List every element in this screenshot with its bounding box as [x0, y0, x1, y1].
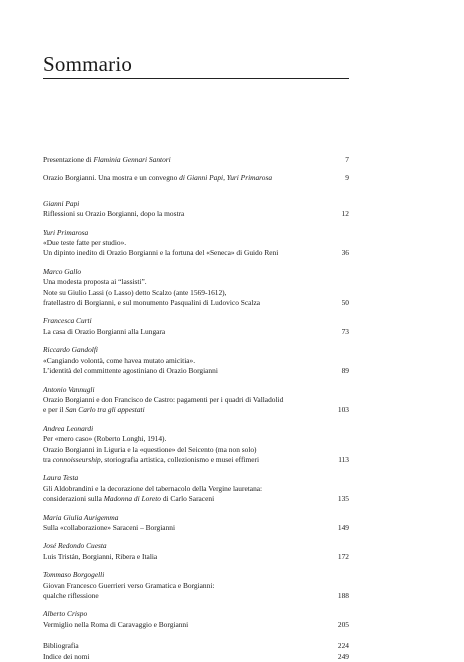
entry-spacer	[43, 220, 349, 228]
toc-entry[interactable]	[43, 541, 349, 562]
toc-entry-title-line: L’identità del committente agostiniano di Orazio Borgianni	[43, 366, 218, 376]
toc-entry-page-number: 172	[337, 551, 349, 561]
toc-entry-title-line: Vermiglio nella Roma di Caravaggio e Borgianni	[43, 619, 189, 629]
toc-entry-page-number: 205	[337, 619, 349, 629]
toc-entry-page-number: 50	[341, 298, 349, 308]
entry-spacer	[43, 562, 349, 570]
toc-entry-title-line: Orazio Borgianni in Liguria e la «questione» del Seicento (ma non solo)	[43, 444, 257, 454]
entry-spacer	[43, 505, 349, 513]
entry-spacer	[43, 630, 349, 641]
entry-spacer	[43, 377, 349, 385]
toc-entry-page-number: 103	[337, 405, 349, 415]
toc-entry-page-number: 113	[338, 454, 349, 464]
toc-entry-title-line: Indice dei nomi	[43, 651, 90, 661]
toc-entry[interactable]	[43, 267, 349, 309]
toc-entry-title-line: Orazio Borgianni e don Francisco de Castro: pagamenti per i quadri di Valladolid	[43, 394, 284, 404]
toc-entry[interactable]	[43, 155, 349, 165]
entry-spacer	[43, 533, 349, 541]
toc-entry-page-number: 7	[345, 155, 349, 164]
entry-spacer	[43, 165, 349, 173]
toc-entry-title-line: e per il San Carlo tra gli appestati	[43, 405, 145, 415]
toc-entry-title-line: «Cangiando volontà, come havea mutato amicitia».	[43, 355, 196, 365]
entry-spacer	[43, 416, 349, 424]
toc-entry[interactable]	[43, 385, 349, 416]
toc-entry-page-number: 188	[337, 591, 349, 600]
toc-entry-page-number: 224	[337, 641, 349, 651]
toc-entry-title-line: Luis Tristán, Borgianni, Ribera e Italia	[43, 551, 158, 561]
toc-entry-title-line: Presentazione di Flaminia Gennari Santori	[43, 155, 171, 164]
toc-entry-author: Laura Testa	[43, 473, 79, 483]
toc-entry[interactable]	[43, 316, 349, 337]
toc-entry-page-number: 12	[341, 209, 349, 219]
toc-entry-author: Tommaso Borgogelli	[43, 570, 105, 580]
title-rule	[43, 78, 349, 79]
toc-entry[interactable]	[43, 513, 349, 534]
toc-entry[interactable]	[43, 228, 349, 259]
toc-entry-title-line: Bibliografia	[43, 641, 79, 651]
toc-entry-title-line: Riflessioni su Orazio Borgianni, dopo la mostra	[43, 209, 185, 219]
entry-spacer	[43, 601, 349, 609]
toc-entry[interactable]	[43, 424, 349, 466]
toc-entry-author: Riccardo Gandolfi	[43, 345, 98, 355]
toc-entry[interactable]	[43, 199, 349, 220]
toc-entry-author: Marco Gallo	[43, 266, 82, 276]
toc-entry-title-line: Giovan Francesco Guerrieri verso Gramatica e Borgianni:	[43, 580, 215, 590]
toc-entry-title-line: Una modesta proposta ai “lassisti”.	[43, 277, 147, 287]
toc-entry[interactable]	[43, 345, 349, 376]
toc-entry-page-number: 73	[341, 326, 349, 336]
toc-entry-author: Francesca Curti	[43, 316, 92, 326]
toc-entry[interactable]	[43, 173, 349, 183]
toc-entry[interactable]	[43, 570, 349, 601]
toc-entry-page-number: 249	[337, 651, 349, 661]
entry-spacer	[43, 308, 349, 316]
toc-entry-page-number: 149	[337, 522, 349, 532]
toc-entry[interactable]	[43, 652, 349, 662]
toc-entry-title-line: «Due teste fatte per studio».	[43, 238, 127, 248]
toc-entry-page-number: 135	[337, 494, 349, 504]
entry-spacer	[43, 465, 349, 473]
toc-entry[interactable]	[43, 641, 349, 651]
toc-entry-page-number: 89	[341, 366, 349, 376]
toc-entry-title-line: considerazioni sulla Madonna di Loreto di Carlo Saraceni	[43, 494, 215, 504]
toc-entry-author: Antonio Vannugli	[43, 384, 95, 394]
toc-entry-page-number: 9	[345, 173, 349, 183]
toc-entry-title-line: Orazio Borgianni. Una mostra e un convegno di Gianni Papi, Yuri Primarosa	[43, 173, 273, 183]
toc-entry-page-number: 36	[341, 248, 349, 258]
toc-entry-title-line: Note su Giulio Lassi (o Lasso) detto Scalzo (ante 1569-1612),	[43, 287, 227, 297]
toc-entry-title-line: qualche riflessione	[43, 591, 99, 600]
toc-entry-author: Alberto Crispo	[43, 609, 88, 619]
toc-entry-title-line: La casa di Orazio Borgianni alla Lungara	[43, 326, 166, 336]
toc-entry-title-line: Per «mero caso» (Roberto Longhi, 1914).	[43, 434, 167, 444]
entry-spacer	[43, 337, 349, 345]
toc-entry-author: Maria Giulia Aurigemma	[43, 512, 119, 522]
toc-entry[interactable]	[43, 473, 349, 504]
table-of-contents	[43, 155, 349, 662]
entry-spacer	[43, 184, 349, 199]
toc-entry-title-line: Un dipinto inedito di Orazio Borgianni e la fortuna del «Seneca» di Guido Reni	[43, 248, 279, 258]
page-title: Sommario	[43, 52, 133, 76]
toc-entry-author: Gianni Papi	[43, 198, 80, 208]
toc-entry-author: Yuri Primarosa	[43, 227, 89, 237]
entry-spacer	[43, 259, 349, 267]
toc-entry-author: Andrea Leonardi	[43, 423, 94, 433]
toc-entry-title-line: Sulla «collaborazione» Saraceni – Borgianni	[43, 522, 176, 532]
toc-entry-title-line: Gli Aldobrandini e la decorazione del tabernacolo della Vergine lauretana:	[43, 483, 263, 493]
toc-entry[interactable]	[43, 609, 349, 630]
toc-entry-author: José Redondo Cuesta	[43, 541, 107, 551]
toc-entry-title-line: fratellastro di Borgianni, e sul monumento Pasqualini di Ludovico Scalza	[43, 298, 261, 308]
toc-entry-title-line: tra connoisseurship, storiografia artistica, collezionismo e musei effimeri	[43, 454, 260, 464]
